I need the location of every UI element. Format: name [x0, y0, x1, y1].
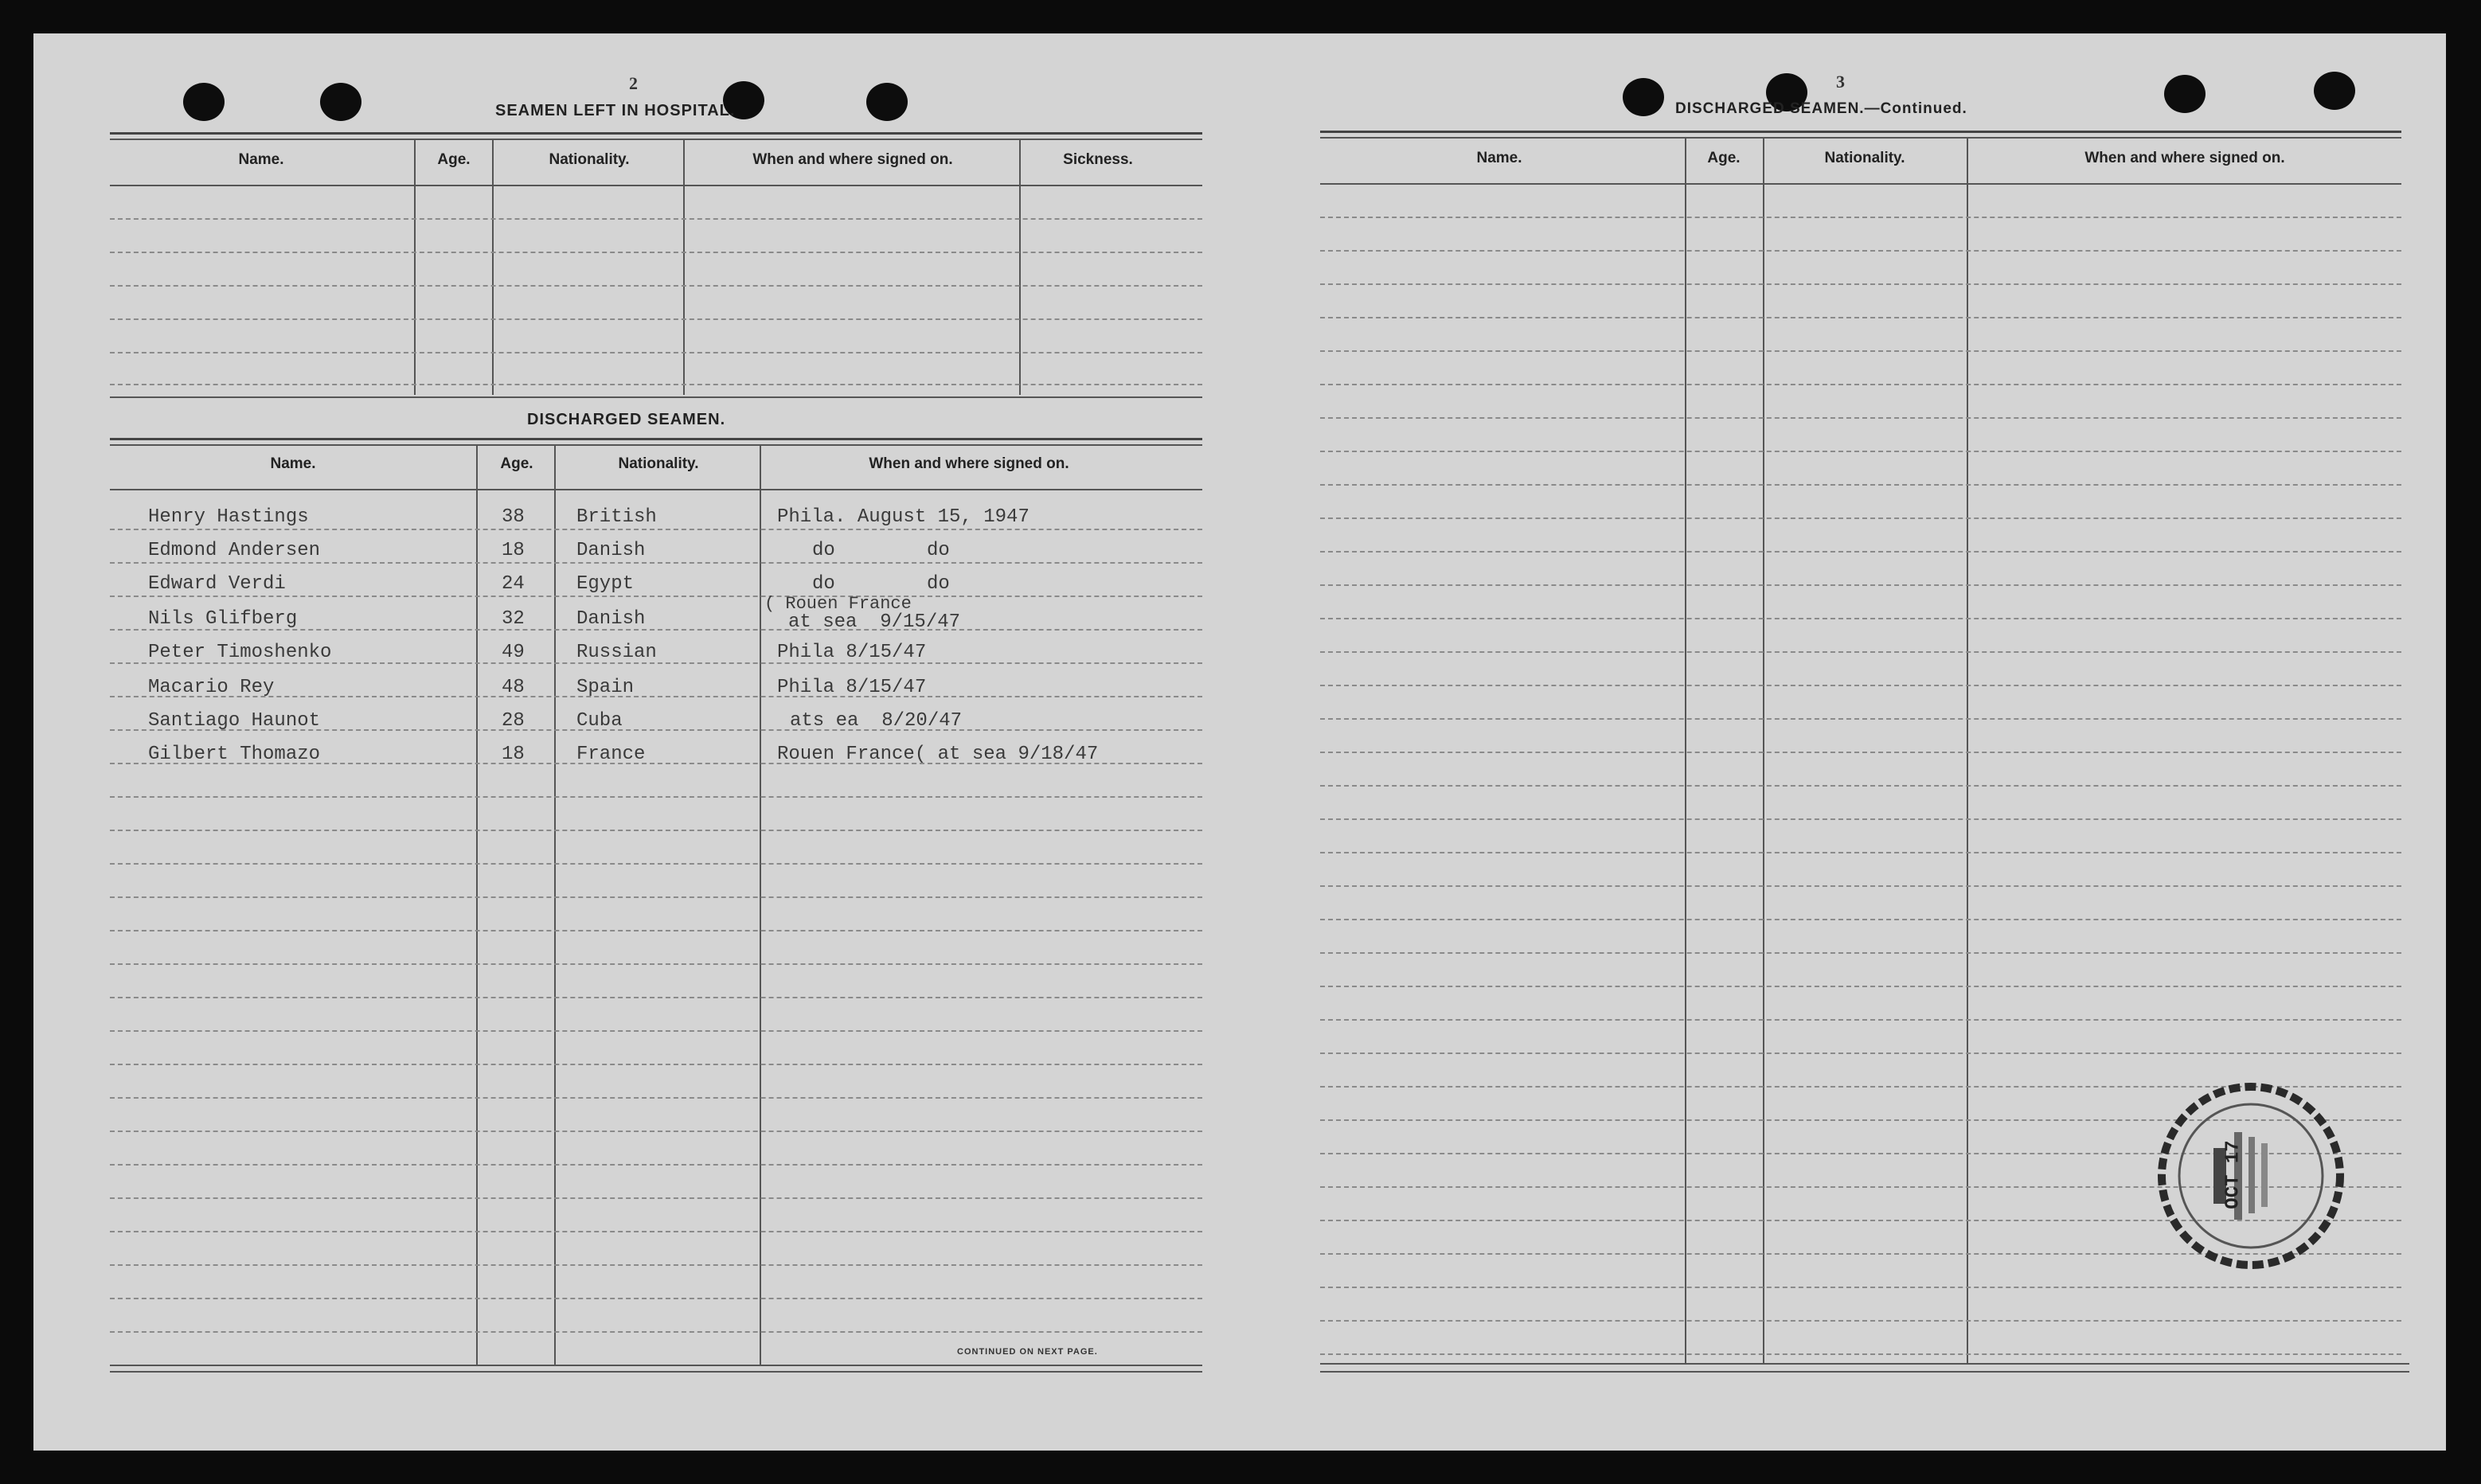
seaman-name: Edward Verdi [148, 573, 286, 595]
seaman-signed-on: ats ea 8/20/47 [790, 710, 963, 732]
seaman-signed-on: do do [812, 540, 950, 561]
ruled-line [110, 529, 1202, 530]
seaman-age: 32 [502, 608, 525, 630]
continued-footer: CONTINUED ON NEXT PAGE. [957, 1347, 1098, 1357]
seaman-signed-on: Phila 8/15/47 [777, 677, 927, 698]
ruled-line [1320, 752, 2401, 753]
ruled-line [1320, 417, 2401, 419]
divider [1320, 183, 2401, 185]
seaman-name: Gilbert Thomazo [148, 744, 321, 765]
divider [1320, 1363, 2409, 1365]
column-rule [492, 139, 494, 395]
header-sickness: Sickness. [1063, 151, 1133, 168]
ruled-line [110, 1164, 1202, 1166]
ruled-line [110, 1298, 1202, 1299]
seaman-signed-on: Phila 8/15/47 [777, 642, 927, 663]
seaman-age: 38 [502, 506, 525, 528]
ruled-line [1320, 551, 2401, 553]
divider [110, 139, 1202, 140]
divider [110, 438, 1202, 440]
discharged-section-title: DISCHARGED SEAMEN. [527, 411, 726, 428]
column-rule [476, 444, 478, 1365]
document-sheet [33, 33, 2446, 1451]
ruled-line [1320, 451, 2401, 452]
seaman-nationality: Cuba [576, 710, 623, 732]
seaman-age: 48 [502, 677, 525, 698]
ruled-line [1320, 217, 2401, 218]
ruled-line [110, 796, 1202, 798]
ruled-line [1320, 651, 2401, 653]
ruled-line [1320, 283, 2401, 285]
seaman-age: 28 [502, 710, 525, 732]
page-number-left: 2 [629, 73, 638, 93]
seaman-name: Henry Hastings [148, 506, 309, 528]
column-rule [1685, 137, 1686, 1363]
column-rule [554, 444, 556, 1365]
divider [1320, 131, 2401, 133]
header-nationality: Nationality. [549, 151, 630, 168]
seaman-nationality: France [576, 744, 646, 765]
header-age: Age. [1707, 150, 1741, 166]
punch-hole [1623, 78, 1664, 116]
divider [110, 1365, 1202, 1366]
ruled-line [1320, 785, 2401, 787]
header-nationality: Nationality. [618, 455, 699, 472]
column-rule [1763, 137, 1764, 1363]
seaman-name: Santiago Haunot [148, 710, 321, 732]
ruled-line [110, 252, 1202, 253]
postmark-stamp [2151, 1076, 2350, 1275]
seaman-nationality: Russian [576, 642, 657, 663]
divider [110, 396, 1202, 398]
divider [110, 185, 1202, 186]
ruled-line [1320, 818, 2401, 820]
ruled-line [1320, 852, 2401, 853]
header-signed-on: When and where signed on. [869, 455, 1069, 472]
ruled-line [1320, 1019, 2401, 1021]
punch-hole [866, 83, 908, 121]
ruled-line [110, 285, 1202, 287]
seaman-age: 18 [502, 744, 525, 765]
ruled-line [110, 1197, 1202, 1199]
header-name: Name. [270, 455, 316, 472]
divider [110, 132, 1202, 135]
punch-hole [320, 83, 361, 121]
ruled-line [110, 562, 1202, 564]
ruled-line [1320, 718, 2401, 720]
stamp-date: OCT 17 [2222, 1140, 2245, 1209]
ruled-line [110, 596, 1202, 597]
column-rule [1019, 139, 1021, 395]
ruled-line [110, 1030, 1202, 1032]
ruled-line [110, 218, 1202, 220]
punch-hole [2314, 72, 2355, 110]
ruled-line [110, 1064, 1202, 1065]
header-age: Age. [437, 151, 471, 168]
seaman-name: Nils Glifberg [148, 608, 298, 630]
ruled-line [110, 318, 1202, 320]
punch-hole [183, 83, 225, 121]
header-name: Name. [238, 151, 284, 168]
ruled-line [1320, 1353, 2401, 1355]
column-rule [1967, 137, 1968, 1363]
ruled-line [1320, 250, 2401, 252]
ruled-line [110, 997, 1202, 998]
ruled-line [110, 896, 1202, 898]
right-section-title: DISCHARGED SEAMEN.—Continued. [1675, 100, 1967, 117]
hospital-section-title: SEAMEN LEFT IN HOSPITAL. [495, 102, 736, 119]
ruled-line [1320, 986, 2401, 987]
column-rule [760, 444, 761, 1365]
ruled-line [1320, 584, 2401, 586]
ruled-line [110, 863, 1202, 865]
page-number-right: 3 [1836, 72, 1845, 92]
seaman-name: Peter Timoshenko [148, 642, 332, 663]
ruled-line [1320, 317, 2401, 318]
header-signed-on: When and where signed on. [2084, 150, 2285, 166]
seaman-signed-on: ( Rouen France [764, 594, 912, 614]
seaman-name: Macario Rey [148, 677, 275, 698]
seaman-signed-on: Phila. August 15, 1947 [777, 506, 1030, 528]
ruled-line [1320, 1320, 2401, 1322]
ruled-line [1320, 685, 2401, 686]
punch-hole [2164, 75, 2206, 113]
ruled-line [110, 384, 1202, 385]
ruled-line [1320, 350, 2401, 352]
seaman-signed-on-line2: at sea 9/15/47 [788, 611, 961, 633]
ruled-line [1320, 885, 2401, 887]
seaman-signed-on: do do [812, 573, 950, 595]
divider [110, 1371, 1202, 1373]
ruled-line [1320, 484, 2401, 486]
seaman-age: 18 [502, 540, 525, 561]
ruled-line [110, 963, 1202, 965]
ruled-line [110, 1231, 1202, 1232]
seaman-nationality: British [576, 506, 657, 528]
header-age: Age. [500, 455, 533, 472]
seaman-name: Edmond Andersen [148, 540, 321, 561]
divider [110, 444, 1202, 446]
seaman-signed-on: Rouen France( at sea 9/18/47 [777, 744, 1099, 765]
ruled-line [110, 830, 1202, 831]
ruled-line [110, 930, 1202, 931]
divider [1320, 1371, 2409, 1373]
ruled-line [1320, 618, 2401, 619]
column-rule [683, 139, 685, 395]
seaman-age: 49 [502, 642, 525, 663]
ruled-line [110, 1131, 1202, 1132]
ruled-line [1320, 1052, 2401, 1054]
seaman-nationality: Spain [576, 677, 635, 698]
ruled-line [110, 1097, 1202, 1099]
ruled-line [110, 1264, 1202, 1266]
postmark-icon [2151, 1076, 2350, 1275]
seaman-nationality: Danish [576, 608, 646, 630]
header-signed-on: When and where signed on. [752, 151, 953, 168]
header-name: Name. [1476, 150, 1522, 166]
seaman-age: 24 [502, 573, 525, 595]
ruled-line [1320, 517, 2401, 519]
ruled-line [110, 1331, 1202, 1333]
ruled-line [1320, 952, 2401, 954]
seaman-nationality: Danish [576, 540, 646, 561]
divider [1320, 137, 2401, 139]
column-rule [414, 139, 416, 395]
divider [110, 489, 1202, 490]
ruled-line [1320, 384, 2401, 385]
ruled-line [1320, 1287, 2401, 1288]
header-nationality: Nationality. [1824, 150, 1905, 166]
ruled-line [110, 352, 1202, 353]
ruled-line [1320, 919, 2401, 920]
seaman-nationality: Egypt [576, 573, 635, 595]
